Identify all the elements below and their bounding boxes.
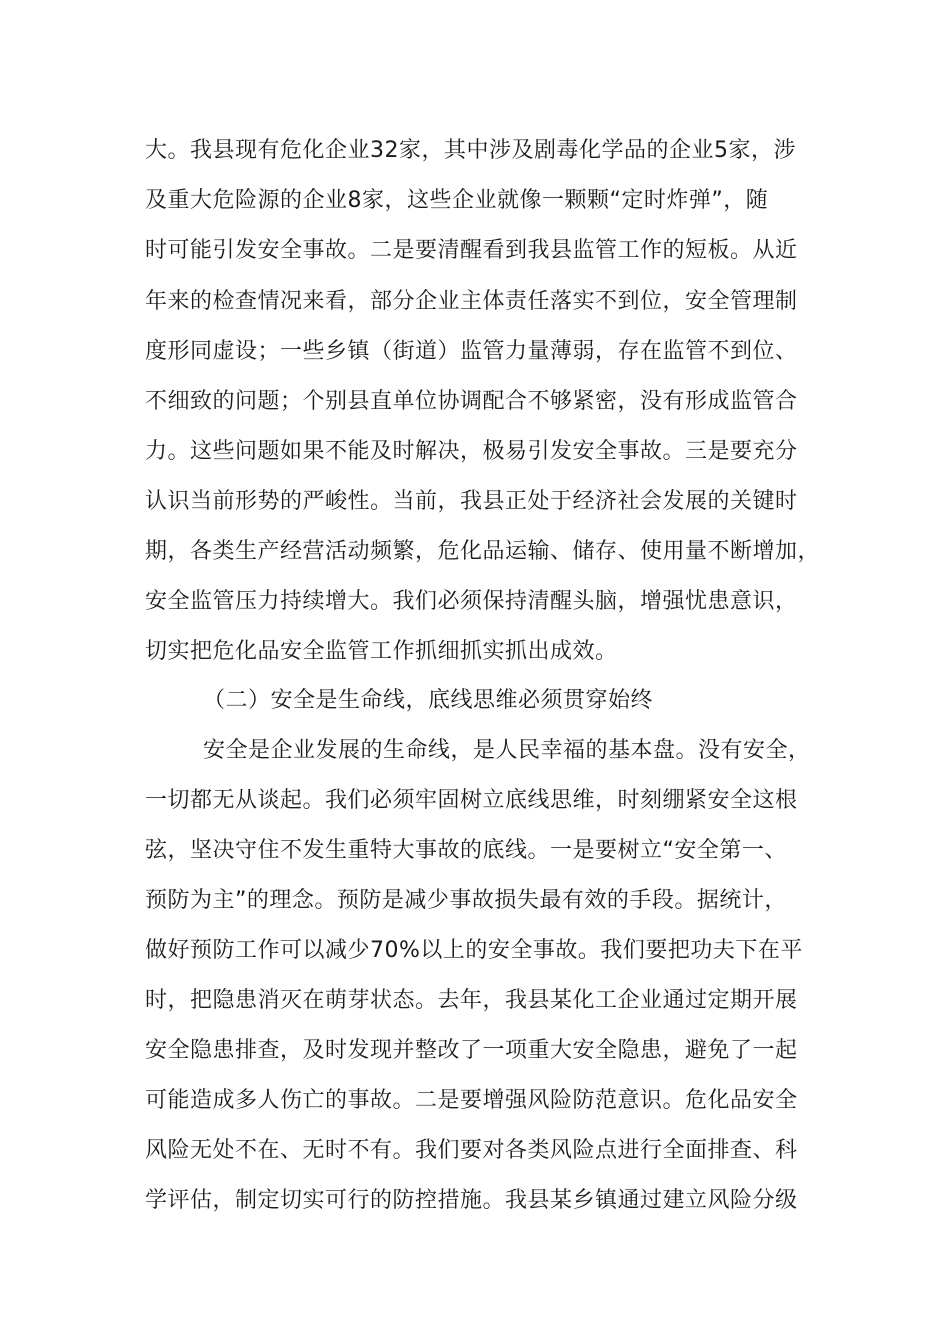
text-line: 年来的检查情况来看，部分企业主体责任落实不到位，安全管理制 [145, 289, 798, 314]
text-line: 力。这些问题如果不能及时解决，极易引发安全事故。三是要充分 [145, 439, 798, 464]
text-line: 安全隐患排查，及时发现并整改了一项重大安全隐患，避免了一起 [145, 1038, 798, 1063]
text-line: 弦，坚决守住不发生重特大事故的底线。一是要树立“安全第一、 [145, 838, 787, 863]
text-line: 认识当前形势的严峻性。当前，我县正处于经济社会发展的关键时 [145, 489, 798, 514]
text-line: 做好预防工作可以减少70%以上的安全事故。我们要把功夫下在平 [145, 938, 803, 963]
text-line: 预防为主”的理念。预防是减少事故损失最有效的手段。据统计， [145, 888, 787, 913]
text-line: 可能造成多人伤亡的事故。二是要增强风险防范意识。危化品安全 [145, 1088, 798, 1113]
text-line: 一切都无从谈起。我们必须牢固树立底线思维，时刻绷紧安全这根 [145, 788, 798, 813]
text-line: 切实把危化品安全监管工作抓细抓实抓出成效。 [145, 639, 618, 664]
text-line: 不细致的问题；个别县直单位协调配合不够紧密，没有形成监管合 [145, 389, 798, 414]
text-line: 风险无处不在、无时不有。我们要对各类风险点进行全面排查、科 [145, 1138, 798, 1163]
text-line: 期，各类生产经营活动频繁，危化品运输、储存、使用量不断增加， [145, 539, 821, 564]
text-line: 大。我县现有危化企业32家，其中涉及剧毒化学品的企业5家，涉 [145, 138, 796, 163]
text-line: 学评估，制定切实可行的防控措施。我县某乡镇通过建立风险分级 [145, 1188, 798, 1213]
paragraph-first-line: 安全是企业发展的生命线，是人民幸福的基本盘。没有安全， [203, 738, 811, 763]
text-line: 安全监管压力持续增大。我们必须保持清醒头脑，增强忧患意识， [145, 589, 798, 614]
text-line: 时，把隐患消灭在萌芽状态。去年，我县某化工企业通过定期开展 [145, 988, 798, 1013]
text-line: 时可能引发安全事故。二是要清醒看到我县监管工作的短板。从近 [145, 238, 798, 263]
section-heading: （二）安全是生命线，底线思维必须贯穿始终 [203, 688, 654, 713]
text-line: 度形同虚设；一些乡镇（街道）监管力量薄弱，存在监管不到位、 [145, 339, 798, 364]
text-line: 及重大危险源的企业8家，这些企业就像一颗颗“定时炸弹”，随 [145, 188, 769, 213]
